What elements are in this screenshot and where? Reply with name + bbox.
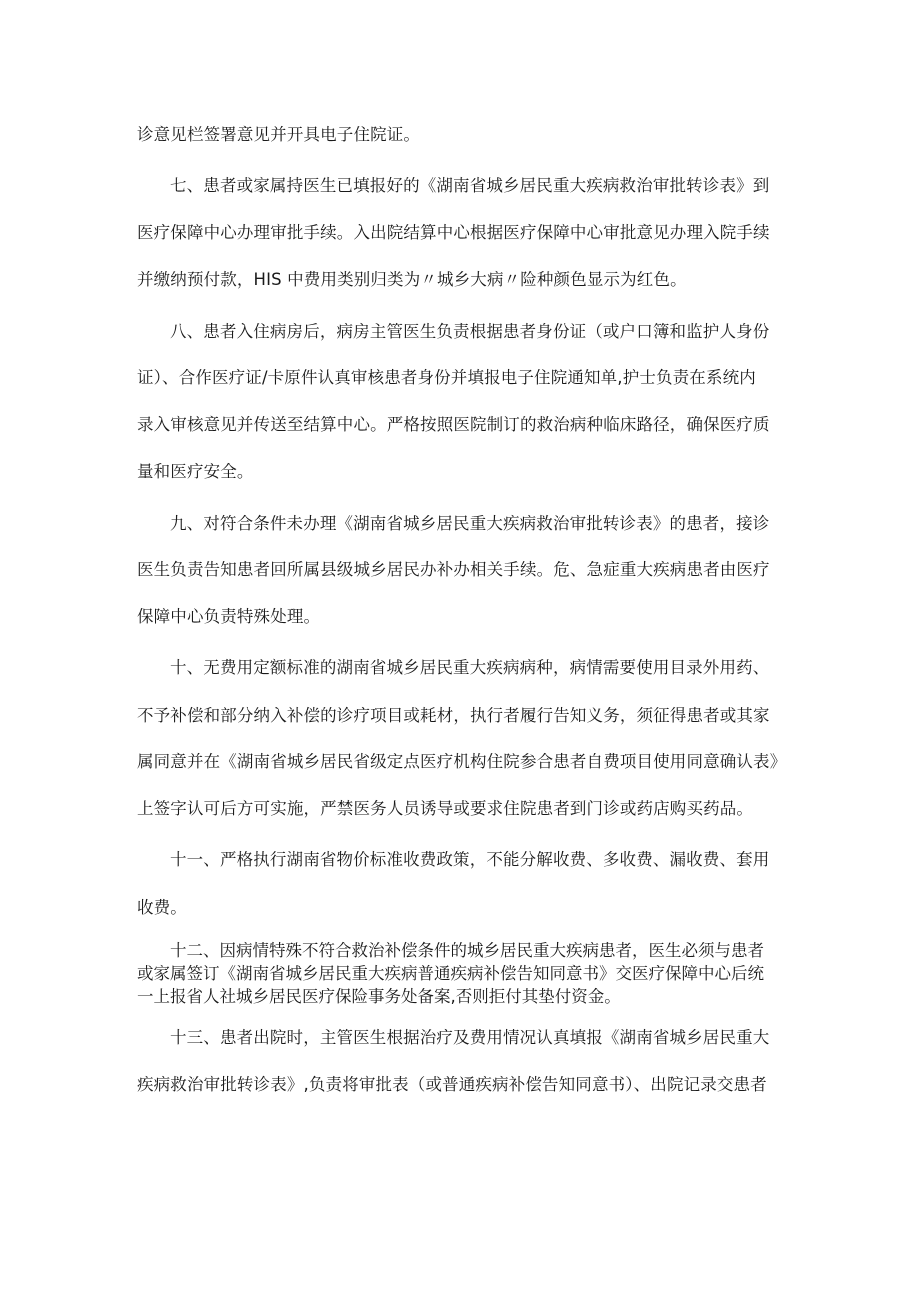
text-line: 医疗保障中心办理审批手续。入出院结算中心根据医疗保障中心审批意见办理入院手续	[137, 223, 770, 242]
paragraph-twelve-line: 十二、因病情特殊不符合救治补偿条件的城乡居民重大疾病患者，医生必须与患者	[170, 941, 764, 960]
paragraph-eight-line: 八、患者入住病房后，病房主管医生负责根据患者身份证（或户口簿和监护人身份	[170, 322, 770, 341]
text-line: 保障中心负责特殊处理。	[137, 607, 321, 626]
text-line: 证）、合作医疗证/卡原件认真审核患者身份并填报电子住院通知单,护士负责在系统内	[137, 368, 756, 387]
text-line: 录入审核意见并传送至结算中心。严格按照医院制订的救治病种临床路径，确保医疗质	[137, 415, 770, 434]
paragraph-ten-line: 十、无费用定额标准的湖南省城乡居民重大疾病病种，病情需要使用目录外用药、	[170, 658, 770, 677]
text-line: 疾病救治审批转诊表》,负责将审批表（或普通疾病补偿告知同意书）、出院记录交患者	[137, 1075, 767, 1094]
paragraph-thirteen-line: 十三、患者出院时，主管医生根据治疗及费用情况认真填报《湖南省城乡居民重大	[170, 1028, 770, 1047]
paragraph-seven-line: 七、患者或家属持医生已填报好的《湖南省城乡居民重大疾病救治审批转诊表》到	[170, 176, 770, 195]
text-line: 医生负责告知患者回所属县级城乡居民办补办相关手续。危、急症重大疾病患者由医疗	[137, 560, 770, 579]
text-line: 上签字认可后方可实施，严禁医务人员诱导或要求住院患者到门诊或药店购买药品。	[137, 799, 754, 818]
text-line: 诊意见栏签署意见并开具电子住院证。	[137, 125, 421, 144]
text-line: 不予补偿和部分纳入补偿的诊疗项目或耗材，执行者履行告知义务，须征得患者或其家	[137, 706, 770, 725]
text-line: 属同意并在《湖南省城乡居民省级定点医疗机构住院参合患者自费项目使用同意确认表》	[137, 752, 787, 771]
paragraph-nine-line: 九、对符合条件未办理《湖南省城乡居民重大疾病救治审批转诊表》的患者，接诊	[170, 514, 770, 533]
text-line: 一上报省人社城乡居民医疗保险事务处备案,否则拒付其垫付资金。	[137, 987, 621, 1006]
text-line: 量和医疗安全。	[137, 462, 254, 481]
paragraph-eleven-line: 十一、严格执行湖南省物价标准收费政策，不能分解收费、多收费、漏收费、套用	[170, 850, 770, 869]
text-line: 收费。	[137, 898, 187, 917]
text-line: 并缴纳预付款，HIS 中费用类别归类为〃城乡大病〃险种颜色显示为红色。	[137, 270, 687, 289]
text-line: 或家属签订《湖南省城乡居民重大疾病普通疾病补偿告知同意书》交医疗保障中心后统	[137, 964, 764, 983]
